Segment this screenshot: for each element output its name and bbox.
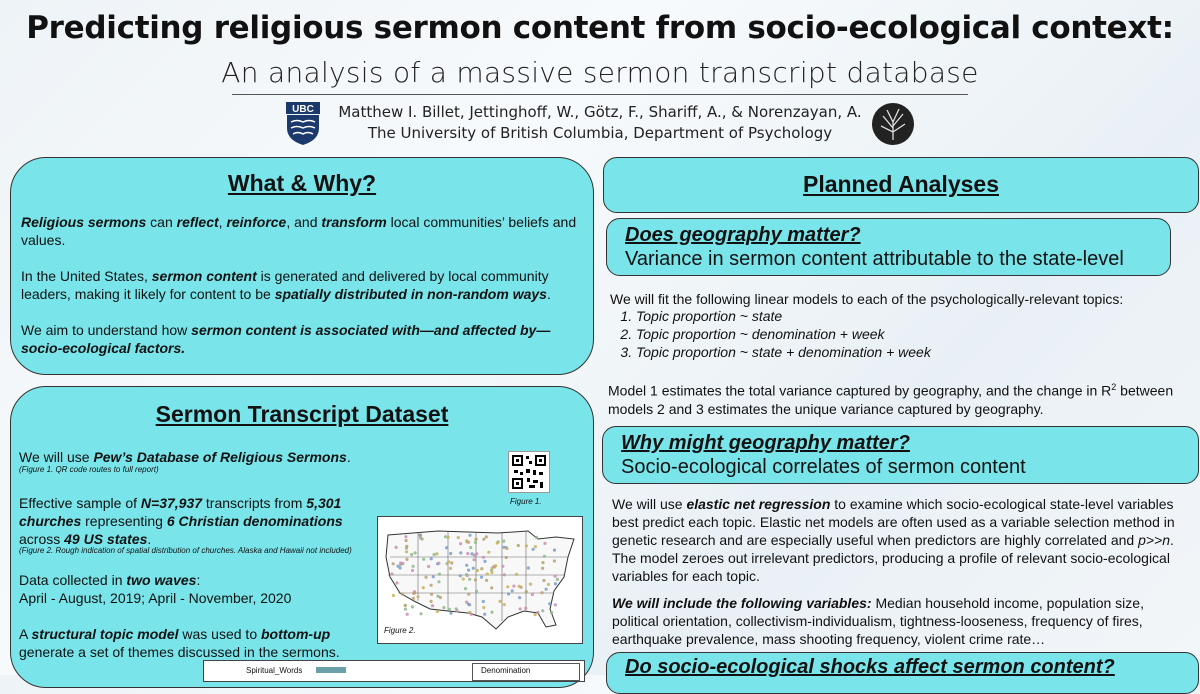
map-point [447, 536, 450, 539]
map-point [405, 558, 408, 561]
map-point [556, 578, 559, 581]
map-point [501, 565, 504, 568]
map-point [518, 596, 521, 599]
map-point [470, 613, 473, 616]
ubc-logo-text: UBC [292, 104, 314, 115]
map-point [401, 593, 404, 596]
author-block [0, 102, 1200, 144]
map-point [554, 575, 557, 578]
geography-box [606, 218, 1171, 276]
map-point [410, 553, 413, 556]
map-point [554, 603, 557, 606]
shocks-box [606, 652, 1199, 694]
map-point [554, 582, 557, 585]
model-item: 1. Topic proportion ~ state [636, 307, 1196, 325]
map-point [485, 535, 488, 538]
map-point [448, 608, 451, 611]
map-point [486, 572, 489, 575]
why-geography-answer: Socio-ecological correlates of sermon content [621, 456, 1026, 478]
map-point [503, 603, 506, 606]
why-geography-box [602, 426, 1199, 484]
map-point [502, 540, 505, 543]
map-point [396, 565, 399, 568]
map-point [405, 539, 408, 542]
map-point [392, 562, 395, 565]
map-point [468, 534, 471, 537]
geography-question: Does geography matter? [625, 224, 861, 246]
model-note: Model 1 estimates the total variance captured by geography, and the change in $R^2$ between models 2 and 3 estimates the unique variance captured by geography. [608, 382, 1174, 417]
map-point [457, 536, 460, 539]
dataset-use: We will use Pew’s Database of Religious Sermons. [19, 449, 351, 465]
map-point [449, 612, 452, 615]
poster-title: Predicting religious sermon content from socio-ecological context: [26, 10, 1174, 46]
map-point [395, 546, 398, 549]
qr-note: (Figure 1. QR code routes to full report) [19, 465, 159, 474]
map-point [482, 538, 485, 541]
map-point [449, 567, 452, 570]
title-divider [232, 94, 968, 95]
map-point [442, 606, 445, 609]
map-point [412, 565, 415, 568]
topic-figure-bar [316, 667, 346, 673]
map-point [459, 574, 462, 577]
map-point [480, 576, 483, 579]
map-point [490, 586, 493, 589]
what-why-p2: In the United States, sermon content is generated and delivered by local community leaders, making it likely for content to be spatially distributed in non-random ways. [21, 268, 551, 302]
map-point [392, 594, 395, 597]
map-point [413, 590, 416, 593]
map-point [507, 592, 510, 595]
map-point [422, 586, 425, 589]
map-point [437, 580, 440, 583]
map-point [430, 593, 433, 596]
what-why-p3: We aim to understand how sermon content is associated with—and affected by—socio-ecological factors. [21, 322, 551, 356]
qr-code[interactable] [508, 451, 550, 493]
author-list: Matthew I. Billet, Jettinghoff, W., Götz, F., Shariff, A., & Norenzayan, A. [338, 103, 862, 121]
map-point [427, 565, 430, 568]
map-point [541, 567, 544, 570]
map-point [534, 613, 537, 616]
map-point [512, 585, 515, 588]
what-why-heading: What & Why? [227, 170, 377, 196]
map-point [496, 541, 499, 544]
what-why-p1: Religious sermons can reflect, reinforce, and transform local communities’ beliefs and values. [21, 214, 577, 248]
map-point [406, 613, 409, 616]
poster-subtitle: An analysis of a massive sermon transcript database [221, 56, 979, 89]
map-point [498, 600, 501, 603]
map-point [445, 546, 448, 549]
figure1-caption: Figure 1. [510, 497, 542, 506]
map-point [515, 573, 518, 576]
map-point [473, 558, 476, 561]
map-point [424, 576, 427, 579]
map-point [419, 536, 422, 539]
map-point [543, 542, 546, 545]
map-point [502, 546, 505, 549]
map-note: (Figure 2. Rough indication of spatial distribution of churches. Alaska and Hawaii not included) [19, 546, 352, 555]
map-point [444, 535, 447, 538]
map-point [436, 610, 439, 613]
map-point [490, 571, 493, 574]
map-point [503, 573, 506, 576]
map-point [474, 578, 477, 581]
map-point [506, 585, 509, 588]
map-point [553, 559, 556, 562]
map-point [469, 546, 472, 549]
map-point [482, 556, 485, 559]
affiliation: The University of British Columbia, Department of Psychology [367, 124, 833, 142]
lab-logo [871, 102, 915, 146]
map-point [553, 549, 556, 552]
map-point [465, 573, 468, 576]
map-point [465, 564, 468, 567]
map-point [466, 552, 469, 555]
map-point [519, 607, 522, 610]
map-point [395, 581, 398, 584]
map-point [485, 579, 488, 582]
map-point [548, 602, 551, 605]
map-point [505, 556, 508, 559]
map-point [412, 597, 415, 600]
variables-text: We will include the following variables: Median household income, population size, political orientation, collectivism-individualism, tightness-looseness, frequency of fires, earthquake prevalence, mass shooting frequency, violent crime rate… [612, 595, 1144, 647]
map-point [475, 590, 478, 593]
map-point [419, 612, 422, 615]
map-point [411, 569, 414, 572]
dataset-stm: A structural topic model was used to bottom-up generate a set of themes discussed in the sermons. [19, 626, 340, 660]
dataset-waves: Data collected in two waves: [19, 572, 201, 588]
dataset-wave-dates: April - August, 2019; April - November, 2020 [19, 590, 292, 606]
map-point [542, 579, 545, 582]
map-point [417, 595, 420, 598]
what-why-panel [10, 157, 594, 375]
map-point [540, 591, 543, 594]
topic-figure [203, 660, 585, 682]
map-point [411, 605, 414, 608]
map-point [534, 545, 537, 548]
model-item: 3. Topic proportion ~ state + denomination + week [636, 343, 1196, 361]
map-point [422, 558, 425, 561]
map-point [482, 600, 485, 603]
map-point [494, 564, 497, 567]
map-point [432, 575, 435, 578]
map-point [449, 552, 452, 555]
map-point [473, 554, 476, 557]
map-point [459, 542, 462, 545]
map-point [436, 595, 439, 598]
map-point [438, 573, 441, 576]
map-point [547, 583, 550, 586]
map-point [506, 547, 509, 550]
map-point [405, 545, 408, 548]
map-point [476, 569, 479, 572]
map-point [462, 577, 465, 580]
planned-heading: Planned Analyses [802, 171, 999, 197]
map-point [430, 557, 433, 560]
why-geography-question: Why might geography matter? [621, 432, 910, 454]
topic-figure-label: Spiritual_Words [246, 666, 303, 675]
planned-analyses-panel [603, 157, 1199, 213]
map-point [543, 555, 546, 558]
map-point [459, 551, 462, 554]
map-point [455, 607, 458, 610]
map-point [531, 593, 534, 596]
map-point [467, 569, 470, 572]
map-point [437, 562, 440, 565]
map-point [404, 535, 407, 538]
church-map [377, 516, 583, 644]
model-item: 2. Topic proportion ~ denomination + week [636, 325, 1196, 343]
map-point [468, 578, 471, 581]
map-point [535, 536, 538, 539]
map-point [536, 611, 539, 614]
map-point [550, 611, 553, 614]
map-point [399, 562, 402, 565]
shocks-question: Do socio-ecological shocks affect sermon content? [625, 656, 1115, 678]
map-point [525, 590, 528, 593]
map-point [465, 540, 468, 543]
models-intro: We will fit the following linear models to each of the psychologically-relevant topics: [610, 291, 1124, 307]
map-point [474, 541, 477, 544]
map-point [467, 593, 470, 596]
map-point [524, 607, 527, 610]
map-point [474, 538, 477, 541]
map-point [390, 572, 393, 575]
topic-figure-legend: Denomination [472, 663, 580, 681]
map-point [431, 604, 434, 607]
dataset-sample: Effective sample of N=37,937 transcripts from 5,301 churches representing 6 Christian denominations across 49 US states. [19, 495, 343, 547]
map-point [541, 609, 544, 612]
model-list [610, 307, 1196, 361]
map-point [405, 550, 408, 553]
what-why-body [21, 213, 583, 357]
map-point [433, 553, 436, 556]
map-point [419, 534, 422, 537]
map-point [487, 551, 490, 554]
map-point [483, 560, 486, 563]
map-point [404, 608, 407, 611]
map-point [450, 561, 453, 564]
map-point [490, 611, 493, 614]
elastic-net-text: We will use elastic net regression to examine which socio-ecological state-level variables best predict each topic. Elastic net models are often used as a variable selection method in genetic research and are especially useful when predictors are highly correlated and p>>n. The model zeroes out irrelevant predictors, producing a profile of relevant socio-ecological variables for each topic. [612, 496, 1175, 584]
map-point [527, 566, 530, 569]
map-point [545, 588, 548, 591]
map-point [518, 585, 521, 588]
dataset-heading: Sermon Transcript Dataset [155, 401, 449, 427]
map-point [511, 589, 514, 592]
map-point [430, 584, 433, 587]
map-point [430, 600, 433, 603]
map-point [525, 544, 528, 547]
map-point [529, 583, 532, 586]
map-point [541, 561, 544, 564]
map-point [517, 544, 520, 547]
map-point [483, 613, 486, 616]
map-point [404, 604, 407, 607]
map-point [435, 552, 438, 555]
map-point [532, 548, 535, 551]
figure2-caption: Figure 2. [384, 626, 416, 635]
map-point [447, 560, 450, 563]
map-point [472, 567, 475, 570]
map-point [480, 567, 483, 570]
ubc-logo [285, 102, 321, 146]
map-point [482, 606, 485, 609]
geography-answer: Variance in sermon content attributable to the state-level [625, 248, 1124, 270]
map-point [467, 603, 470, 606]
map-point [414, 551, 417, 554]
map-point [464, 587, 467, 590]
